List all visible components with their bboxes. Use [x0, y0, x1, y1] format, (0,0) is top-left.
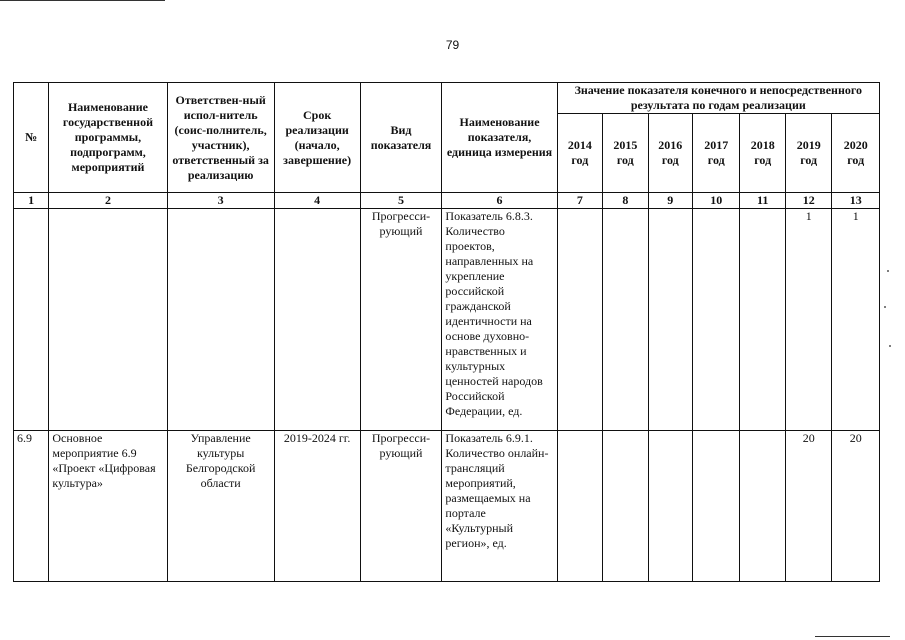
- header-year: 2016 год: [648, 114, 692, 193]
- row-indicator-type: Прогресси-рующий: [360, 431, 442, 582]
- table-row: [14, 209, 880, 431]
- row-responsible: Управление культуры Белгородской области: [167, 431, 274, 582]
- row-value: 20: [832, 431, 880, 582]
- row-value: [557, 431, 602, 582]
- page-number: 79: [445, 38, 460, 52]
- row-value: 1: [785, 209, 831, 431]
- row-term: [274, 209, 360, 431]
- row-value: [603, 209, 648, 431]
- scan-speck: [889, 345, 891, 347]
- row-no: 6.9: [14, 431, 49, 582]
- column-number: 5: [360, 193, 442, 209]
- column-number: 4: [274, 193, 360, 209]
- scan-speck: [884, 306, 886, 308]
- column-number: 9: [648, 193, 692, 209]
- row-responsible: [167, 209, 274, 431]
- column-number: 10: [693, 193, 740, 209]
- row-value: [557, 209, 602, 431]
- row-term: 2019-2024 гг.: [274, 431, 360, 582]
- row-no: [14, 209, 49, 431]
- column-number: 2: [49, 193, 167, 209]
- header-year: 2019 год: [785, 114, 831, 193]
- header-no: №: [14, 83, 49, 193]
- indicator-table: [13, 82, 880, 582]
- header-indicator-type: Вид показателя: [360, 83, 442, 193]
- scan-artifact-bottom: [815, 636, 890, 637]
- column-number: 6: [442, 193, 557, 209]
- header-responsible: Ответствен-ный испол-нитель (соис-полнитель, участник), ответственный за реализацию: [167, 83, 274, 193]
- row-value: [693, 431, 740, 582]
- header-term: Срок реализации (начало, завершение): [274, 83, 360, 193]
- column-number: 12: [785, 193, 831, 209]
- header-year: 2017 год: [693, 114, 740, 193]
- scan-speck: [887, 270, 889, 272]
- scan-artifact-top: [0, 0, 165, 1]
- column-number: 1: [14, 193, 49, 209]
- column-number: 13: [832, 193, 880, 209]
- table-row: [14, 431, 880, 582]
- row-value: [603, 431, 648, 582]
- header-year: 2014 год: [557, 114, 602, 193]
- column-number: 11: [740, 193, 785, 209]
- row-value: [740, 209, 785, 431]
- header-year: 2015 год: [603, 114, 648, 193]
- row-value: [648, 209, 692, 431]
- row-value: 20: [785, 431, 831, 582]
- column-number: 7: [557, 193, 602, 209]
- row-program: [49, 209, 167, 431]
- row-value: [693, 209, 740, 431]
- header-program: Наименование государственной программы, подпрограмм, мероприятий: [49, 83, 167, 193]
- row-value: [740, 431, 785, 582]
- column-number: 8: [603, 193, 648, 209]
- header-year: 2018 год: [740, 114, 785, 193]
- row-program: Основное мероприятие 6.9 «Проект «Цифровая культура»: [49, 431, 167, 582]
- row-value: 1: [832, 209, 880, 431]
- header-values-group: Значение показателя конечного и непосредственного результата по годам реализации: [557, 83, 879, 114]
- row-indicator-name: Показатель 6.8.3. Количество проектов, направленных на укрепление российской гражданской идентичности на основе духовно-нравственных и культурных ценностей народов Российской Федерации, ед.: [442, 209, 557, 431]
- row-indicator-type: Прогресси-рующий: [360, 209, 442, 431]
- row-indicator-name: Показатель 6.9.1. Количество онлайн-трансляций мероприятий, размещаемых на портале «Культурный регион», ед.: [442, 431, 557, 582]
- column-number-row: [14, 193, 880, 209]
- column-number: 3: [167, 193, 274, 209]
- row-value: [648, 431, 692, 582]
- header-indicator-name: Наименование показателя, единица измерения: [442, 83, 557, 193]
- header-year: 2020 год: [832, 114, 880, 193]
